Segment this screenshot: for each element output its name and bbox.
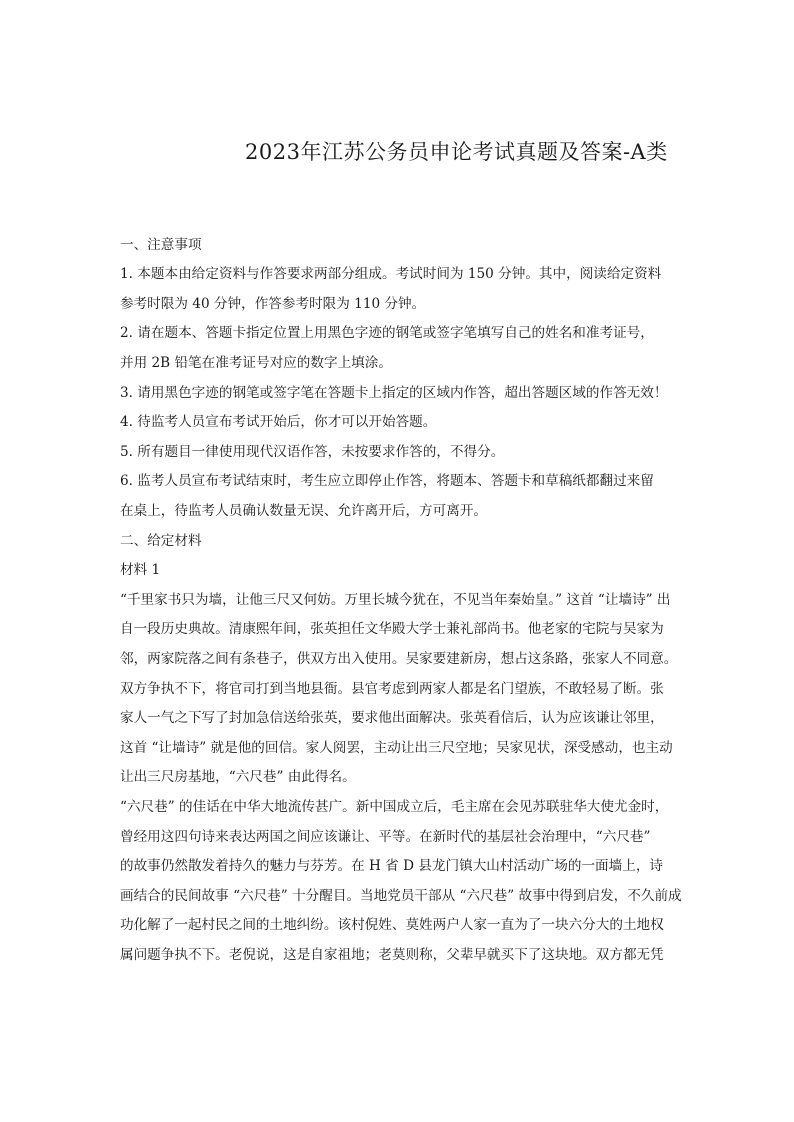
text-line: 并用 2B 铅笔在准考证号对应的数字上填涂。 — [120, 355, 392, 371]
text-line: 双方争执不下，将官司打到当地县衙。县官考虑到两家人都是名门望族，不敢轻易了断。张 — [120, 681, 664, 697]
text-line: “千里家书只为墙，让他三尺又何妨。万里长城今犹在，不见当年秦始皇。” 这首 “让墙诗” 出 — [120, 592, 671, 608]
material-heading: 材料 1 — [120, 562, 161, 578]
text-line: 曾经用这四句诗来表达两国之间应该谦让、平等。在新时代的基层社会治理中，“六尺巷” — [120, 829, 651, 845]
text-line: “六尺巷” 的佳话在中华大地流传甚广。新中国成立后，毛主席在会见苏联驻华大使尤金时， — [120, 799, 669, 815]
text-line: 4. 待监考人员宣布考试开始后，你才可以开始答题。 — [120, 414, 437, 430]
text-line: 5. 所有题目一律使用现代汉语作答，未按要求作答的，不得分。 — [120, 444, 505, 460]
text-line: 6. 监考人员宣布考试结束时，考生应立即停止作答，将题本、答题卡和草稿纸都翻过来留 — [120, 473, 654, 489]
section-heading-materials: 二、给定材料 — [120, 533, 202, 549]
text-line: 让出三尺房基地，“六尺巷” 由此得名。 — [120, 769, 356, 785]
section-heading-notes: 一、注意事项 — [120, 237, 202, 253]
text-line: 2. 请在题本、答题卡指定位置上用黑色字迹的钢笔或签字笔填写自己的姓名和准考证号， — [120, 325, 654, 341]
text-line: 自一段历史典故。清康熙年间，张英担任文华殿大学士兼礼部尚书。他老家的宅院与吴家为 — [120, 621, 664, 637]
text-line: 的故事仍然散发着持久的魅力与芬芳。在 H 省 D 县龙门镇大山村活动广场的一面墙上，诗 — [120, 858, 664, 874]
text-line: 邻，两家院落之间有条巷子，供双方出入使用。吴家要建新房，想占这条路，张家人不同意。 — [120, 651, 678, 667]
text-line: 1. 本题本由给定资料与作答要求两部分组成。考试时间为 150 分钟。其中，阅读给定资料 — [120, 266, 662, 282]
text-line: 功化解了一起村民之间的土地纠纷。该村倪姓、莫姓两户人家一直为了一块六分大的土地权 — [120, 917, 664, 933]
text-line: 参考时限为 40 分钟，作答参考时限为 110 分钟。 — [120, 296, 426, 312]
text-line: 属问题争执不下。老倪说，这是自家祖地；老莫则称，父辈早就买下了这块地。双方都无凭 — [120, 947, 664, 963]
text-line: 在桌上，待监考人员确认数量无误、允许离开后，方可离开。 — [120, 503, 488, 519]
text-line: 这首 “让墙诗” 就是他的回信。家人阅罢，主动让出三尺空地；吴家见状，深受感动，也主动 — [120, 740, 673, 756]
text-line: 画结合的民间故事 “六尺巷” 十分醒目。当地党员干部从 “六尺巷” 故事中得到启发，不久前成 — [120, 888, 682, 904]
text-line: 家人一气之下写了封加急信送给张英，要求他出面解决。张英看信后，认为应该谦让邻里， — [120, 710, 664, 726]
document-title: 2023年江苏公务员申论考试真题及答案-A类 — [245, 140, 668, 164]
text-line: 3. 请用黑色字迹的钢笔或签字笔在答题卡上指定的区域内作答，超出答题区域的作答无效！ — [120, 385, 668, 401]
